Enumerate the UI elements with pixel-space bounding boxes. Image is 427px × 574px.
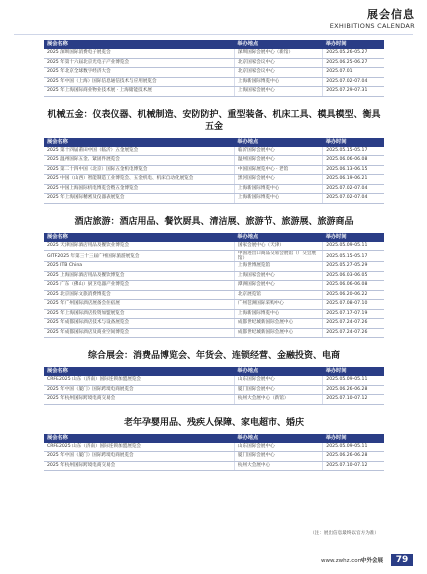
section-title: 综合展会：消费品博览会、年货会、连锁经营、金融投资、电商 bbox=[87, 351, 340, 361]
table-row bbox=[44, 242, 384, 251]
exhibition-table bbox=[44, 138, 384, 204]
exhibition-venue: 山东国际会展中心 bbox=[234, 376, 322, 385]
exhibition-date: 2025.06.13-06.15 bbox=[323, 165, 384, 175]
exhibition-name: 2025 ITB China bbox=[44, 262, 234, 272]
exhibition-date: 2025.06.19-06.21 bbox=[323, 175, 384, 185]
page-title: 展会信息 bbox=[367, 8, 415, 21]
table-row bbox=[44, 461, 384, 471]
exhibition-name: CRFE2025 山东（济南）国际连锁加盟展览会 bbox=[44, 443, 234, 452]
table-row bbox=[44, 300, 384, 310]
exhibition-date: 2025.07.17-07.19 bbox=[323, 309, 384, 319]
exhibition-date: 2025.05.09-05.11 bbox=[323, 443, 384, 452]
table-header-row bbox=[44, 367, 384, 376]
exhibition-name: 2025 年杭州国际跨境电商交易会 bbox=[44, 395, 234, 405]
exhibition-venue: 上海新国际博览中心 bbox=[234, 184, 322, 194]
exhibition-name: 2025 年成都国际酒店及商业空间博览会 bbox=[44, 328, 234, 338]
exhibition-venue: 上海新国际博览中心 bbox=[234, 194, 322, 204]
exhibition-name: 2025 年北京全球数字经济大会 bbox=[44, 68, 234, 78]
exhibition-venue: 杭州大会展中心 bbox=[234, 461, 322, 471]
exhibition-venue: 厦门国际会展中心 bbox=[234, 385, 322, 395]
table-row bbox=[44, 175, 384, 185]
exhibition-date: 2025.06.06-06.08 bbox=[323, 156, 384, 166]
exhibition-venue: 北京国家会议中心 bbox=[234, 58, 322, 68]
table-row bbox=[44, 165, 384, 175]
column-header-date: 举办时间 bbox=[323, 40, 384, 49]
exhibition-date: 2025.05.27-05.29 bbox=[323, 262, 384, 272]
exhibition-venue: 上海国家会展中心 bbox=[234, 271, 322, 281]
column-header-name: 展会名称 bbox=[44, 138, 234, 147]
table-row bbox=[44, 309, 384, 319]
exhibition-date: 2025.05.09-05.11 bbox=[323, 242, 384, 251]
exhibition-venue: 上海新国际博览中心 bbox=[234, 77, 322, 87]
column-header-venue: 举办地点 bbox=[234, 233, 322, 242]
column-header-venue: 举办地点 bbox=[234, 40, 322, 49]
exhibition-date: 2025.07.02-07.04 bbox=[323, 184, 384, 194]
exhibition-name: 2025 北京国际文旅消费博览会 bbox=[44, 290, 234, 300]
exhibition-name: 2025 上海国际酒店用品及餐饮博览会 bbox=[44, 271, 234, 281]
exhibition-venue: 成都世纪城新国际会展中心 bbox=[234, 319, 322, 329]
exhibition-date: 2025.07.08-07.10 bbox=[323, 300, 384, 310]
exhibition-name: 2025 广东（佛山）厨卫电器产业博览会 bbox=[44, 281, 234, 291]
table-header-row bbox=[44, 233, 384, 242]
exhibition-venue: 上海世博展览馆 bbox=[234, 262, 322, 272]
section-title: 酒店旅游：酒店用品、餐饮厨具、清洁展、旅游节、旅游展、旅游商品 bbox=[74, 216, 354, 227]
exhibition-date: 2025.07.10-07.12 bbox=[323, 395, 384, 405]
table-row bbox=[44, 184, 384, 194]
exhibition-venue: 山东国际会展中心 bbox=[234, 443, 322, 452]
exhibition-name: 2025 中国上海国际机电博览会暨五金博览会 bbox=[44, 184, 234, 194]
exhibition-name: 2025 第十四届莆田中国（临沂）五金展览会 bbox=[44, 147, 234, 156]
exhibition-date: 2025.07.24-07.26 bbox=[323, 319, 384, 329]
exhibition-name: 2025 年杭州国际跨境电商交易会 bbox=[44, 461, 234, 471]
table-row bbox=[44, 319, 384, 329]
exhibition-date: 2025.05.15-05.17 bbox=[323, 251, 384, 262]
exhibition-venue: 杭州大会展中心（新馆） bbox=[234, 395, 322, 405]
exhibition-date: 2025.07.02-07.04 bbox=[323, 194, 384, 204]
exhibition-table bbox=[44, 233, 384, 339]
column-header-name: 展会名称 bbox=[44, 434, 234, 443]
exhibition-name: 2025 年成都国际酒店技术与设备展览会 bbox=[44, 319, 234, 329]
column-header-venue: 举办地点 bbox=[234, 434, 322, 443]
exhibition-venue: 深圳国际会展中心（新馆） bbox=[234, 49, 322, 58]
exhibition-date: 2025.06.26-06.28 bbox=[323, 452, 384, 462]
exhibition-list bbox=[44, 40, 384, 483]
page-header bbox=[330, 8, 415, 31]
table-header-row bbox=[44, 138, 384, 147]
footer-url[interactable]: www.zwhz.com bbox=[321, 558, 363, 564]
exhibition-date: 2025.06.26-06.28 bbox=[323, 385, 384, 395]
exhibition-name: 2025 年中国（厦门）国际跨境电商展览会 bbox=[44, 385, 234, 395]
exhibition-table bbox=[44, 40, 384, 97]
exhibition-date: 2025.05.26-05.27 bbox=[323, 49, 384, 58]
column-header-name: 展会名称 bbox=[44, 367, 234, 376]
exhibition-venue: 北京国家会议中心 bbox=[234, 68, 322, 78]
exhibition-date: 2025.07.24-07.26 bbox=[323, 328, 384, 338]
exhibition-venue: 成都世纪城新国际会展中心 bbox=[234, 328, 322, 338]
exhibition-venue: 北京展览馆 bbox=[234, 290, 322, 300]
table-row bbox=[44, 77, 384, 87]
exhibition-name: 2025 中国（山西）智能制造工业博览会、五金机电、机床自动化展览会 bbox=[44, 175, 234, 185]
table-row bbox=[44, 271, 384, 281]
table-row bbox=[44, 262, 384, 272]
table-row bbox=[44, 49, 384, 58]
exhibition-name: 2025 年上海国际商业物业技术展 · 上海储能技术展 bbox=[44, 87, 234, 97]
exhibition-name: 2025 年上海国际酒店投资加盟展览会 bbox=[44, 309, 234, 319]
exhibition-date: 2025.07.02-07.04 bbox=[323, 77, 384, 87]
exhibition-name: 2025 天津国际酒店用品及餐饮业博览会 bbox=[44, 242, 234, 251]
header-divider bbox=[14, 34, 413, 35]
exhibition-name: CRFE2025 山东（济南）国际连锁加盟展览会 bbox=[44, 376, 234, 385]
exhibition-date: 2025.06.06-06.08 bbox=[323, 281, 384, 291]
page-number: 79 bbox=[391, 554, 413, 566]
exhibition-table bbox=[44, 434, 384, 472]
exhibition-date: 2025.06.03-06.05 bbox=[323, 271, 384, 281]
exhibition-name: 2025 年中国（厦门）国际跨境电商展览会 bbox=[44, 452, 234, 462]
table-row bbox=[44, 68, 384, 78]
exhibition-date: 2025.07.29-07.31 bbox=[323, 87, 384, 97]
table-row bbox=[44, 443, 384, 452]
table-row bbox=[44, 58, 384, 68]
table-row bbox=[44, 156, 384, 166]
exhibition-name: 2025 温州国际五金、紧固件展览会 bbox=[44, 156, 234, 166]
table-row bbox=[44, 385, 384, 395]
section-title: 老年孕婴用品、残疾人保障、家电超市、婚庆 bbox=[123, 417, 304, 428]
exhibition-venue: 上海新国际博览中心 bbox=[234, 309, 322, 319]
exhibition-venue: 上海国家会展中心 bbox=[234, 87, 322, 97]
column-header-venue: 举办地点 bbox=[234, 367, 322, 376]
column-header-date: 举办时间 bbox=[323, 367, 384, 376]
table-row bbox=[44, 452, 384, 462]
table-row bbox=[44, 147, 384, 156]
exhibition-date: 2025.05.15-05.17 bbox=[323, 147, 384, 156]
table-row bbox=[44, 194, 384, 204]
table-header-row bbox=[44, 434, 384, 443]
column-header-name: 展会名称 bbox=[44, 40, 234, 49]
table-row bbox=[44, 376, 384, 385]
column-header-venue: 举办地点 bbox=[234, 138, 322, 147]
footer-brand: 中外会展 bbox=[360, 558, 383, 564]
exhibition-venue: 黑河国际会展中心 bbox=[234, 175, 322, 185]
exhibition-date: 2025.06.20-06.22 bbox=[323, 290, 384, 300]
table-row bbox=[44, 328, 384, 338]
section-title: 机械五金：仪表仪器、机械制造、安防防护、重型装备、机床工具、模具模型、衡具五金 bbox=[47, 109, 381, 132]
exhibition-venue: 温州国际会展中心 bbox=[234, 156, 322, 166]
page-footer bbox=[0, 554, 427, 574]
exhibition-venue: 中国进出口商品交易会展馆（广交会展馆） bbox=[234, 251, 322, 262]
exhibition-name: 2025 年第十六届北京光电子产业博览会 bbox=[44, 58, 234, 68]
column-header-date: 举办时间 bbox=[323, 434, 384, 443]
exhibition-venue: 厦门国际会展中心 bbox=[234, 452, 322, 462]
exhibition-venue: 国家会展中心（天津） bbox=[234, 242, 322, 251]
exhibition-date: 2025.06.25-06.27 bbox=[323, 58, 384, 68]
exhibition-date: 2025.05.09-05.11 bbox=[323, 376, 384, 385]
exhibition-date: 2025.07.01 bbox=[323, 68, 384, 78]
exhibition-name: 2025 年广州国际酒店展备会住宿展 bbox=[44, 300, 234, 310]
table-header-row bbox=[44, 40, 384, 49]
page-subtitle: EXHIBITIONS CALENDAR bbox=[329, 22, 415, 30]
table-row bbox=[44, 290, 384, 300]
exhibition-name: 2025 年中国（上海）国际信息通信技术与应用展览会 bbox=[44, 77, 234, 87]
exhibition-name: GITF2025 年第三十三届广州国际旅游展览会 bbox=[44, 251, 234, 262]
footnote: （注：展出信息最终以官方为准） bbox=[310, 531, 379, 536]
table-row bbox=[44, 395, 384, 405]
exhibition-venue: 临沂国际会展中心 bbox=[234, 147, 322, 156]
exhibition-date: 2025.07.10-07.12 bbox=[323, 461, 384, 471]
column-header-date: 举办时间 bbox=[323, 138, 384, 147]
exhibition-name: 2025 第二十四中国（北京）国际五金机电博览会 bbox=[44, 165, 234, 175]
exhibition-table bbox=[44, 367, 384, 405]
exhibition-name: 2025 深圳国际消费电子展览会 bbox=[44, 49, 234, 58]
table-row bbox=[44, 251, 384, 262]
exhibition-venue: 广州琶洲国际采购中心 bbox=[234, 300, 322, 310]
table-row bbox=[44, 281, 384, 291]
column-header-name: 展会名称 bbox=[44, 233, 234, 242]
exhibition-venue: 中国国际展览中心 · 老馆 bbox=[234, 165, 322, 175]
exhibition-name: 2025 年上海国际精密及仪器表展览会 bbox=[44, 194, 234, 204]
exhibition-venue: 潭洲国际会展中心 bbox=[234, 281, 322, 291]
table-row bbox=[44, 87, 384, 97]
column-header-date: 举办时间 bbox=[323, 233, 384, 242]
